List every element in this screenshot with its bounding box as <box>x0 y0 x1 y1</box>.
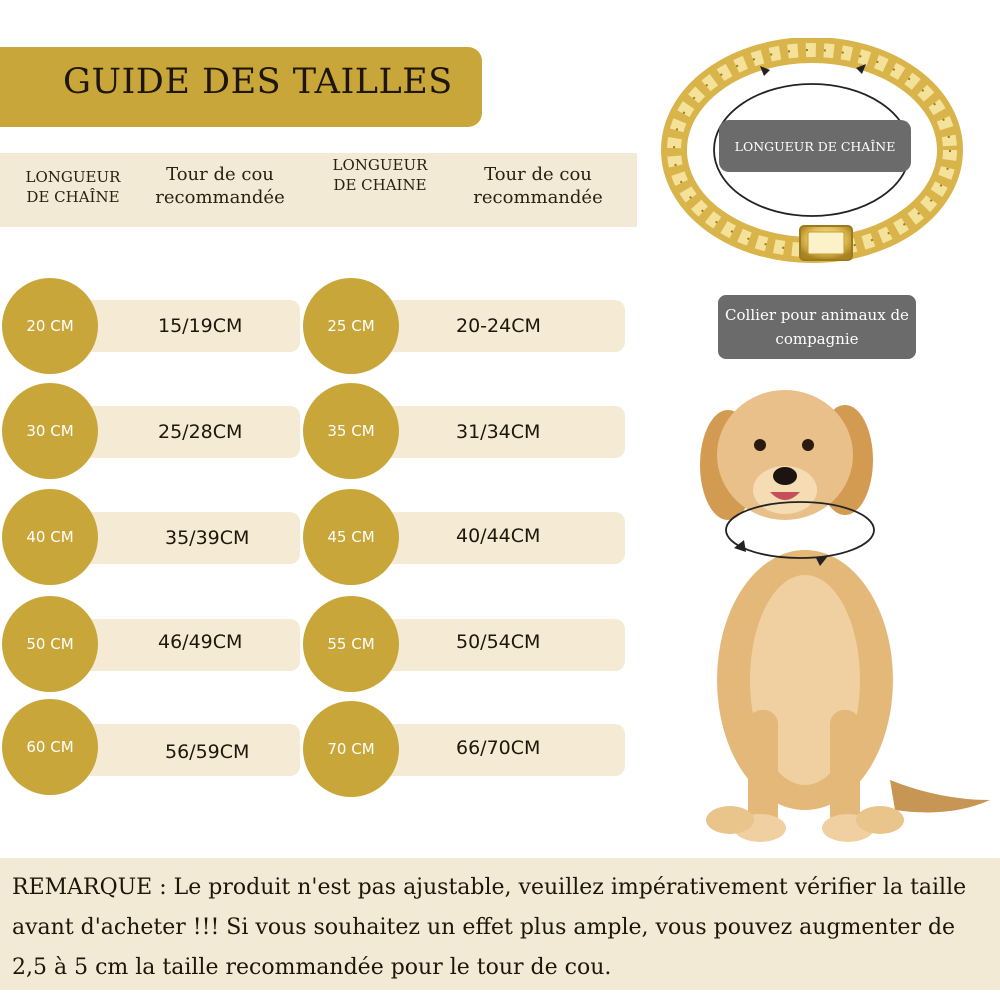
dog-illustration <box>690 380 995 850</box>
neck-size-value: 46/49CM <box>158 631 243 653</box>
header-neck-size-1: Tour de cou recommandée <box>155 164 285 209</box>
size-badge: 55 CM <box>303 596 399 692</box>
size-badge: 60 CM <box>2 699 98 795</box>
page-title: GUIDE DES TAILLES <box>63 62 453 102</box>
header-neck-size-2: Tour de cou recommandée <box>473 164 603 209</box>
neck-size-value: 15/19CM <box>158 315 243 337</box>
chain-length-label: LONGUEUR DE CHAÎNE <box>719 120 911 172</box>
size-badge: 40 CM <box>2 489 98 585</box>
neck-size-value: 31/34CM <box>456 421 541 443</box>
neck-size-value: 56/59CM <box>165 741 250 763</box>
size-badge: 25 CM <box>303 278 399 374</box>
neck-size-value: 40/44CM <box>456 525 541 547</box>
neck-size-value: 35/39CM <box>165 527 250 549</box>
neck-size-value: 66/70CM <box>456 737 541 759</box>
size-badge: 20 CM <box>2 278 98 374</box>
size-badge: 70 CM <box>303 701 399 797</box>
neck-size-value: 25/28CM <box>158 421 243 443</box>
neck-size-value: 20-24CM <box>456 315 541 337</box>
size-badge: 30 CM <box>2 383 98 479</box>
neck-size-value: 50/54CM <box>456 631 541 653</box>
header-chain-length-1: LONGUEUR DE CHAÎNE <box>25 168 121 206</box>
pet-collar-label: Collier pour animaux de compagnie <box>718 295 916 359</box>
header-chain-length-2: LONGUEUR DE CHAINE <box>332 156 428 194</box>
size-badge: 50 CM <box>2 596 98 692</box>
size-badge: 35 CM <box>303 383 399 479</box>
note-text: REMARQUE : Le produit n'est pas ajustable, veuillez impérativement vérifier la taille avant d'acheter !!! Si vous souhaitez un effet plus ample, vous pouvez augmenter de 2,5 à 5 cm la taille recommandée pour le tour de cou. <box>12 875 967 980</box>
size-badge: 45 CM <box>303 489 399 585</box>
